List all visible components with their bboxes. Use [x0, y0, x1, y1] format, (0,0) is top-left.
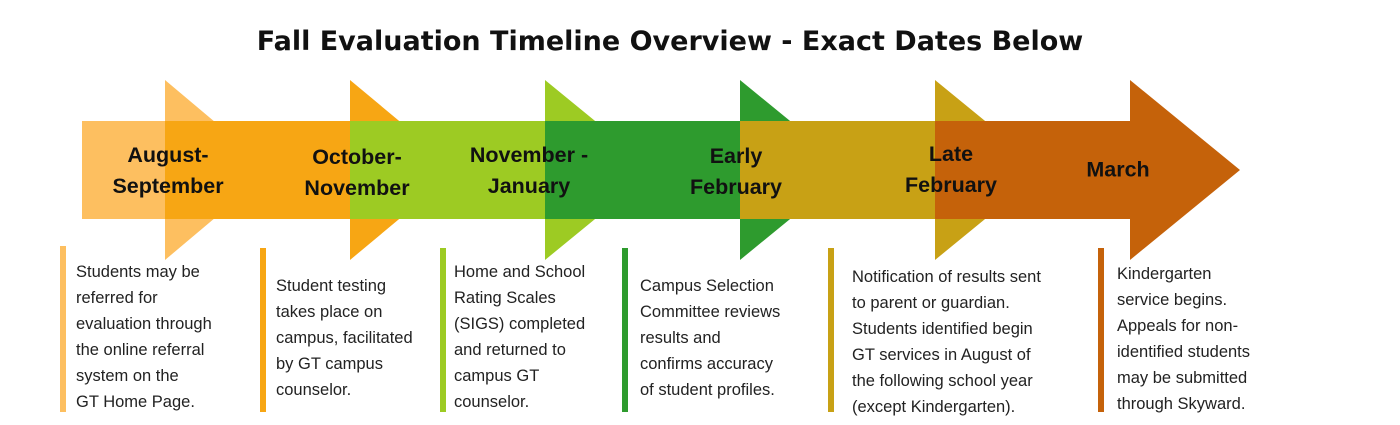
- stage-label-2: October- November: [304, 145, 410, 200]
- stage-description-6: Kindergarten service begins. Appeals for non- identified students may be submitted through Skyward.: [1117, 265, 1251, 413]
- stage-description-5: Notification of results sent to parent or guardian. Students identified begin GT services in August of the following school year (except Kindergarten).: [852, 268, 1041, 416]
- stage-label-1: August- September: [112, 143, 224, 198]
- stage-label-4: Early February: [689, 144, 783, 199]
- stage-label-5: Late February: [904, 142, 998, 197]
- stage-label-3: November - January: [469, 143, 589, 198]
- stage-description-1: Students may be referred for evaluation through the online referral system on the GT Home Page.: [76, 263, 212, 411]
- stage-description-3: Home and School Rating Scales (SIGS) completed and returned to campus GT counselor.: [454, 263, 586, 411]
- stage-description-2: Student testing takes place on campus, facilitated by GT campus counselor.: [276, 277, 413, 399]
- stage-description-4: Campus Selection Committee reviews results and confirms accuracy of student profiles.: [640, 277, 781, 399]
- description-accent-bar-5: [828, 248, 834, 412]
- description-accent-bar-6: [1098, 248, 1104, 412]
- description-accent-bar-4: [622, 248, 628, 412]
- description-accent-bar-3: [440, 248, 446, 412]
- description-accent-bar-1: [60, 246, 66, 412]
- stage-label-6: March: [1086, 157, 1150, 182]
- page-title: Fall Evaluation Timeline Overview - Exact Dates Below: [256, 26, 1084, 57]
- description-accent-bar-2: [260, 248, 266, 412]
